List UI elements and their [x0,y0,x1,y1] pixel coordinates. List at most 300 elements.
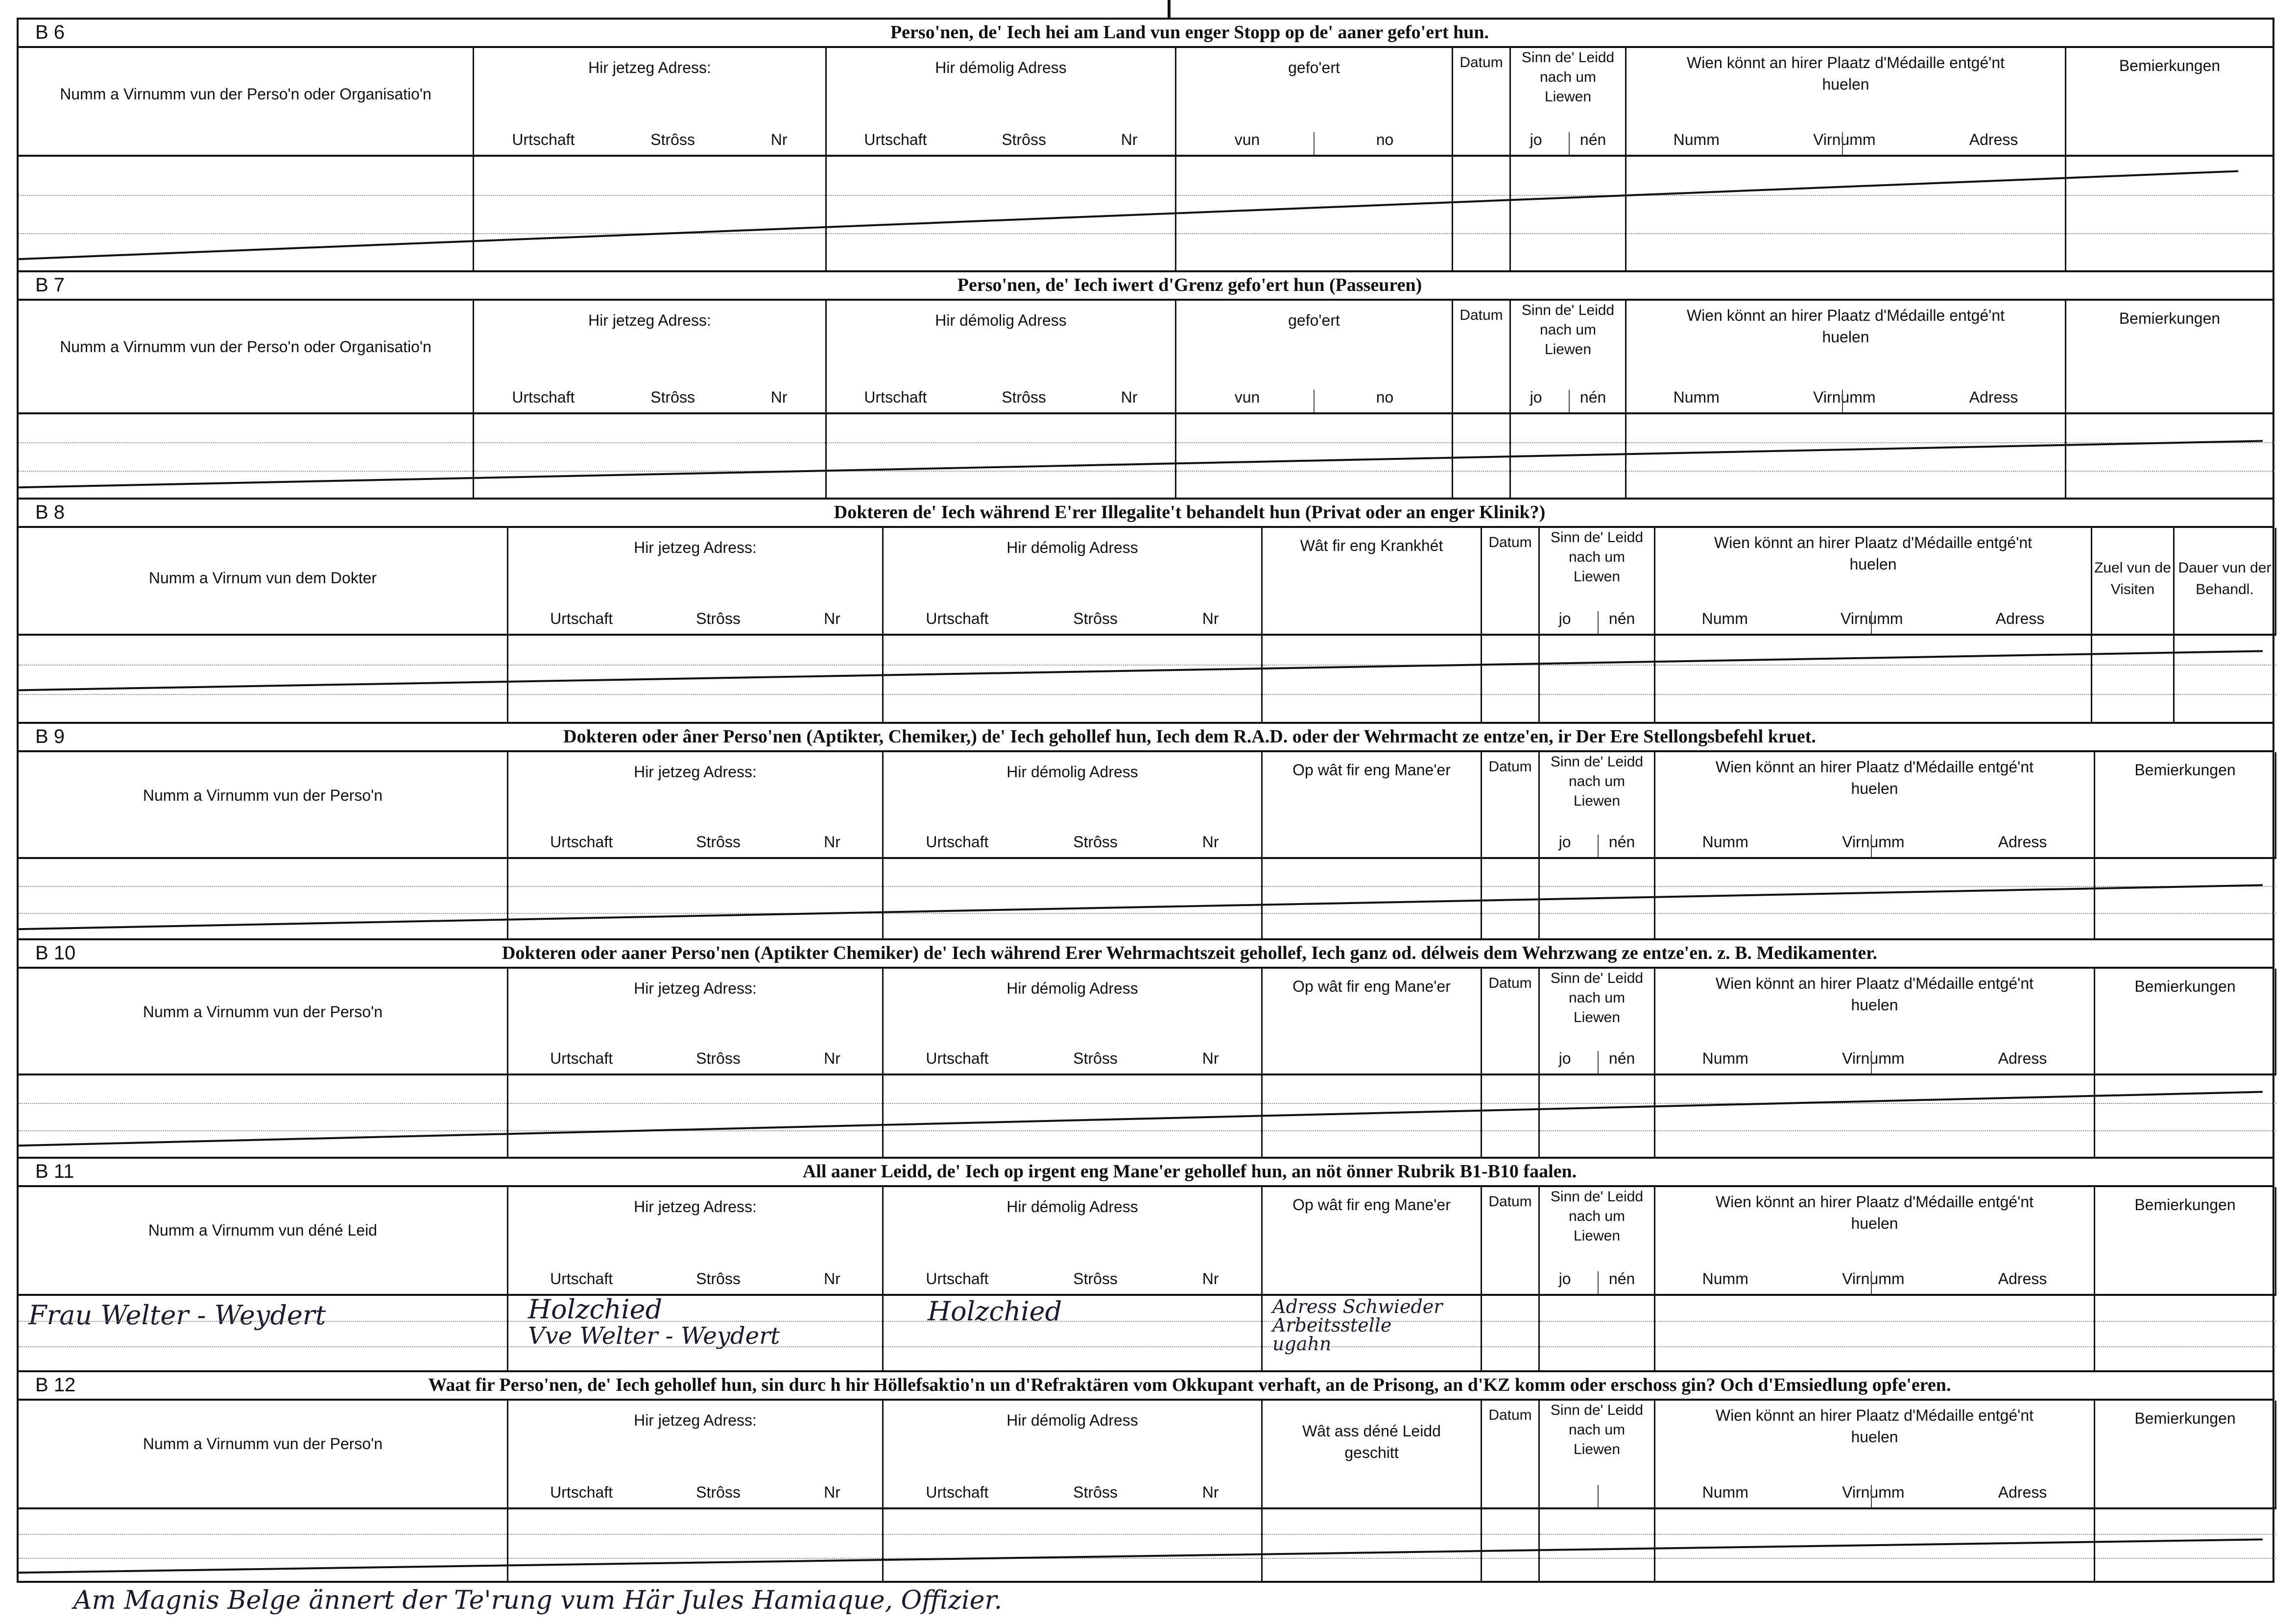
entry-cell[interactable] [1655,859,2095,940]
writing-guide-line [2095,913,2276,914]
sub-labels [884,1270,1261,1288]
writing-guide-line [19,442,473,443]
entry-cell-manner[interactable] [1263,1296,1482,1372]
entry-cell[interactable] [474,157,827,272]
col-header-remarks [2095,1401,2276,1509]
sub-divider [1598,1271,1599,1294]
sub-labels [1655,833,2094,851]
col-header-illness [1263,528,1482,636]
sub-labels [884,1050,1261,1068]
writing-guide-line [1453,471,1509,472]
writing-guide-line [2066,195,2274,196]
writing-guide-line [19,471,473,472]
writing-guide-line [1263,886,1481,887]
writing-guide-line [2095,1321,2276,1322]
writing-guide-line [1453,195,1509,196]
section-b6 [17,18,2274,270]
entry-cell-address-then[interactable] [884,1296,1263,1372]
entry-cell[interactable] [2095,859,2276,940]
entry-cell[interactable] [1511,157,1626,272]
col-header-what-happened [1263,1401,1482,1509]
sub-label-adress: Adress [1969,388,2018,406]
sub-label-adress: Adress [1998,1050,2047,1067]
entry-cell[interactable] [2175,636,2276,724]
sub-label-virnumm: Virnumm [1813,131,1876,148]
sub-label-nr: Nr [824,610,840,627]
writing-guide-line [2095,1103,2276,1104]
section-b11 [17,1157,2274,1370]
col-label: Bemierkungen [2134,1196,2236,1214]
section-header [19,20,2272,48]
col-header-name [19,301,474,414]
col-label: Bemierkungen [2134,978,2236,995]
entry-cell[interactable] [2066,414,2274,500]
col-label: Op wât fir eng Mane'er [1292,761,1451,779]
sub-divider [1598,611,1599,634]
writing-guide-line [474,233,825,234]
section-code: B 12 [35,1374,76,1396]
section-title: Dokteren oder aaner Perso'nen (Aptikter Chemiker) de' Iech während Erer Wehrmachtszeit gehollef, Iech ganz od. délweis dem Wehrzwang ze entze'en. z. B. Medikamenter. [502,943,1878,963]
sub-label-nr: Nr [770,388,788,406]
sub-label-virnumm: Virnumm [1813,388,1876,406]
sub-label-nr: Nr [1202,833,1219,851]
writing-guide-line [1482,1321,1538,1322]
section-b12 [17,1370,2274,1583]
col-label: Datum [1488,534,1532,550]
writing-guide-line [1263,1103,1481,1104]
sub-label-numm: Numm [1701,610,1748,627]
col-label: Datum [1488,975,1532,991]
entry-cell[interactable] [884,1509,1263,1583]
writing-guide-line [2175,665,2276,666]
sub-label-virnumm: Virnumm [1842,1050,1905,1067]
col-header-manner [1263,969,1482,1075]
entry-cell[interactable] [474,414,827,500]
sub-label-jo: jo [1530,388,1542,406]
sub-label-jo: jo [1558,610,1571,627]
col-header-address-then [884,1401,1263,1509]
col-label: Numm a Virnumm vun der Perso'n [143,1003,383,1021]
writing-guide-line [1655,1321,2094,1322]
col-header-remarks [2095,1187,2276,1296]
entry-cell[interactable] [884,859,1263,940]
entry-cell[interactable] [827,414,1176,500]
sub-label-nr: Nr [824,833,840,851]
writing-guide-line [1263,1534,1481,1535]
form-page [17,18,2274,1583]
sub-label-nr: Nr [824,1270,840,1288]
writing-guide-line [474,471,825,472]
writing-guide-line [1263,1321,1481,1322]
entry-cell[interactable] [508,1509,884,1583]
sub-label-nr: Nr [824,1483,840,1501]
sub-divider [1871,611,1872,634]
sub-label-numm: Numm [1702,1270,1748,1288]
writing-guide-line [1263,665,1481,666]
entry-cell[interactable] [19,157,474,272]
sub-labels [508,1483,882,1502]
section-header [19,940,2272,969]
top-registration-mark [1168,0,1171,20]
col-header-datum [1453,48,1511,157]
col-label: Hir jetzeg Adress: [588,311,711,329]
entry-cell[interactable] [1540,1075,1655,1159]
col-label: gefo'ert [1288,311,1340,329]
writing-guide-line [884,913,1261,914]
entry-cell[interactable] [1540,636,1655,724]
col-header-address-now [474,48,827,157]
sub-labels [884,610,1261,628]
entry-cell[interactable] [1482,636,1540,724]
col-label: Hir jetzeg Adress: [634,979,757,997]
col-header-name [19,1187,508,1296]
writing-guide-line [1482,1130,1538,1131]
handwritten-name: Frau Welter - Weydert [28,1300,326,1331]
col-header-address-then [827,48,1176,157]
col-label: Sinn de' Leidd nach um Liewen [1550,1189,1644,1244]
entry-cell[interactable] [2095,1075,2276,1159]
sub-labels [1511,388,1625,406]
entry-cell[interactable] [2095,1296,2276,1372]
handwritten-manner-3: ugahn [1272,1333,1332,1355]
sub-label-stross: Strôss [1002,131,1046,148]
col-header-datum [1482,528,1540,636]
col-label: Hir jetzeg Adress: [634,1198,757,1216]
sub-label-stross: Strôss [650,131,695,148]
writing-guide-line [884,1130,1261,1131]
entry-cell[interactable] [1176,414,1453,500]
sub-label-virnumm: Virnumm [1842,1483,1905,1501]
entry-cell[interactable] [1482,859,1540,940]
entry-cell[interactable] [2092,636,2175,724]
entry-cell[interactable] [19,1509,508,1583]
sub-label-urtschaft: Urtschaft [512,131,575,148]
sub-label-numm: Numm [1702,1483,1748,1501]
sub-label-nen: nén [1608,833,1635,851]
section-b8 [17,498,2274,722]
sub-label-urtschaft: Urtschaft [926,1270,989,1288]
writing-guide-line [1655,1103,2094,1104]
entry-cell[interactable] [1655,1296,2095,1372]
entry-cell-name[interactable] [19,1296,508,1372]
col-label: Numm a Virnumm vun der Perso'n oder Organisatio'n [60,85,431,103]
entry-cell[interactable] [508,859,884,940]
writing-guide-line [1176,195,1452,196]
entry-cell[interactable] [1482,1509,1540,1583]
writing-guide-line [2066,233,2274,234]
col-header-alive [1511,301,1626,414]
section-title: Waat fir Perso'nen, de' Iech gehollef hun, sin durc h hir Höllefsaktio'n un d'Refraktären vom Okkupant verhaft, an de Prisong, an d'KZ komm oder erschoss gin? Och d'Emsiedlung opfe'eren. [428,1375,1951,1395]
col-header-medal [1655,1401,2095,1509]
col-label: Datum [1459,54,1503,71]
handwritten-manner-2: Arbeitsstelle [1272,1314,1392,1336]
sub-label-urtschaft: Urtschaft [550,833,613,851]
writing-guide-line [1453,442,1509,443]
sub-label-stross: Strôss [1073,833,1118,851]
writing-guide-line [884,694,1261,695]
writing-guide-line [1176,233,1452,234]
col-header-medal [1626,301,2066,414]
col-label: Hir démolig Adress [935,59,1067,76]
sub-label-urtschaft: Urtschaft [926,1050,989,1067]
writing-guide-line [2092,665,2173,666]
sub-divider [1314,390,1315,412]
writing-guide-line [1482,913,1538,914]
entry-cell[interactable] [19,414,474,500]
writing-guide-line [1655,1346,2094,1347]
col-label: Bemierkungen [2134,761,2236,779]
handwritten-manner-1: Adress Schwieder [1272,1296,1443,1317]
col-header-alive [1540,969,1655,1075]
sub-divider [1871,1051,1872,1073]
sub-labels [1655,1050,2094,1068]
col-label: Numm a Virnumm vun der Perso'n oder Organisatio'n [60,338,431,356]
writing-guide-line [1655,1130,2094,1131]
sub-label-nr: Nr [1202,1483,1219,1501]
col-label: Datum [1488,1193,1532,1210]
sub-label-stross: Strôss [696,1483,741,1501]
section-title: All aaner Leidd, de' Iech op irgent eng Mane'er gehollef hun, an nöt önner Rubrik B1-B10 faalen. [802,1161,1577,1182]
sub-labels [1655,610,2091,628]
entry-cell[interactable] [1263,1075,1482,1159]
sub-label-nen: nén [1579,131,1606,148]
entry-cell[interactable] [1655,636,2092,724]
writing-guide-line [2066,471,2274,472]
sub-label-nr: Nr [824,1050,840,1067]
writing-guide-line [508,1558,882,1559]
section-code: B 6 [35,22,65,43]
writing-guide-line [508,1321,882,1322]
entry-cell[interactable] [1263,859,1482,940]
entry-cell[interactable] [1540,1509,1655,1583]
col-label: Hir démolig Adress [1006,1198,1138,1216]
sub-label-nr: Nr [1202,1050,1219,1067]
col-label: Hir démolig Adress [1006,1411,1138,1429]
sub-label-stross: Strôss [696,1270,741,1288]
entry-cell[interactable] [1655,1075,2095,1159]
col-header-gefoert [1176,301,1453,414]
entry-cell[interactable] [1626,414,2066,500]
col-label: Numm a Virnumm vun der Perso'n [143,787,383,804]
entry-cell[interactable] [1453,414,1511,500]
col-header-manner [1263,1187,1482,1296]
col-label: gefo'ert [1288,59,1340,76]
entry-cell[interactable] [884,636,1263,724]
sub-label-jo: jo [1558,1050,1571,1067]
col-label: Datum [1488,1407,1532,1423]
entry-cell[interactable] [1655,1509,2095,1583]
sub-label-numm: Numm [1702,833,1748,851]
sub-divider [1842,390,1843,412]
entry-cell[interactable] [508,636,884,724]
writing-guide-line [508,886,882,887]
sub-divider [1569,132,1570,155]
col-label: Wien könnt an hirer Plaatz d'Médaille entgé'nt huelen [1715,975,2034,1014]
section-code: B 9 [35,726,65,747]
sub-labels [1540,833,1654,851]
sub-labels [1540,610,1654,628]
entry-cell[interactable] [1540,1296,1655,1372]
entry-cell[interactable] [1540,859,1655,940]
sub-label-stross: Strôss [696,1050,741,1067]
sub-label-numm: Numm [1673,388,1720,406]
writing-guide-line [1482,1346,1538,1347]
entry-cell[interactable] [1263,1509,1482,1583]
writing-guide-line [508,1346,882,1347]
col-header-alive [1540,1401,1655,1509]
col-header-medal [1655,752,2095,859]
writing-guide-line [1540,1103,1654,1104]
col-label: Hir jetzeg Adress: [634,539,757,556]
writing-guide-line [1626,442,2065,443]
sub-labels [827,388,1175,406]
section-title: Dokteren oder âner Perso'nen (Aptikter, Chemiker,) de' Iech gehollef hun, Iech dem R.A.D. oder der Wehrmacht ze entze'en, ir Der Ere Stellongsbefehl kruet. [563,726,1816,747]
col-label: Dauer vun der Behandl. [2178,560,2272,597]
entry-cell[interactable] [19,859,508,940]
sub-labels [884,1483,1261,1502]
writing-guide-line [1511,471,1625,472]
handwritten-address-now-2: Vve Welter - Weydert [528,1322,780,1350]
sub-divider [1598,835,1599,857]
entry-cell[interactable] [1482,1296,1540,1372]
col-header-address-then [884,969,1263,1075]
sub-label-nen: nén [1608,1270,1635,1288]
sub-label-stross: Strôss [1002,388,1046,406]
col-header-alive [1540,528,1655,636]
writing-guide-line [884,665,1261,666]
entry-cell[interactable] [508,1075,884,1159]
writing-guide-line [1540,665,1654,666]
writing-guide-line [2175,694,2276,695]
sub-labels [508,1050,882,1068]
writing-guide-line [19,1130,507,1131]
writing-guide-line [508,665,882,666]
writing-guide-line [1176,471,1452,472]
sub-label-urtschaft: Urtschaft [550,1483,613,1501]
sub-label-stross: Strôss [1073,1050,1118,1067]
entry-cell[interactable] [2066,157,2274,272]
entry-cell[interactable] [1453,157,1511,272]
writing-guide-line [19,1534,507,1535]
col-header-duration [2175,528,2276,636]
section-code: B 10 [35,942,76,964]
sub-divider [1842,132,1843,155]
col-header-address-then [884,1187,1263,1296]
sub-label-urtschaft: Urtschaft [550,1050,613,1067]
entry-cell-address-now[interactable] [508,1296,884,1372]
sub-divider [1871,1271,1872,1294]
writing-guide-line [1263,694,1481,695]
sub-label-no: no [1376,131,1394,148]
col-label: Zuel vun de Visiten [2094,560,2171,597]
writing-guide-line [884,886,1261,887]
writing-guide-line [1540,694,1654,695]
col-header-address-then [884,752,1263,859]
sub-divider [1598,1485,1599,1507]
col-label: Datum [1488,759,1532,775]
sub-label-urtschaft: Urtschaft [550,610,613,627]
writing-guide-line [19,1558,507,1559]
writing-guide-line [1263,913,1481,914]
col-header-medal [1655,528,2092,636]
entry-cell[interactable] [884,1075,1263,1159]
sub-labels [1655,1483,2094,1502]
col-label: Hir démolig Adress [1006,539,1138,556]
writing-guide-line [2092,694,2173,695]
entry-cell[interactable] [1511,414,1626,500]
sub-labels [827,131,1175,149]
writing-guide-line [1655,1558,2094,1559]
writing-guide-line [19,913,507,914]
writing-guide-line [19,1103,507,1104]
writing-guide-line [2095,1130,2276,1131]
col-header-medal [1655,969,2095,1075]
col-header-remarks [2095,752,2276,859]
sub-labels [1540,1270,1654,1288]
col-header-address-now [508,528,884,636]
col-label: Bemierkungen [2119,57,2221,74]
col-header-alive [1540,752,1655,859]
writing-guide-line [827,471,1175,472]
writing-guide-line [884,1534,1261,1535]
entry-cell[interactable] [1176,157,1453,272]
sub-label-urtschaft: Urtschaft [926,1483,989,1501]
writing-guide-line [19,233,473,234]
handwritten-footer-note: Am Magnis Belge ännert der Te'rung vum Här Jules Hamiaque, Offizier. [73,1586,1003,1615]
col-header-name [19,1401,508,1509]
col-header-manner [1263,752,1482,859]
writing-guide-line [1626,233,2065,234]
sub-label-adress: Adress [1998,1483,2047,1501]
writing-guide-line [19,694,507,695]
col-header-datum [1453,301,1511,414]
col-label: Hir jetzeg Adress: [588,59,711,76]
writing-guide-line [1655,665,2091,666]
entry-cell[interactable] [19,1075,508,1159]
col-header-visits [2092,528,2175,636]
col-header-datum [1482,1401,1540,1509]
entry-cell[interactable] [19,636,508,724]
entry-cell[interactable] [1626,157,2066,272]
entry-cell[interactable] [1482,1075,1540,1159]
entry-cell[interactable] [827,157,1176,272]
writing-guide-line [474,442,825,443]
sub-divider [1569,390,1570,412]
col-header-alive [1540,1187,1655,1296]
sub-label-nen: nén [1608,1050,1635,1067]
writing-guide-line [2066,442,2274,443]
writing-guide-line [1482,886,1538,887]
writing-guide-line [2095,1558,2276,1559]
writing-guide-line [1263,1558,1481,1559]
writing-guide-line [1655,694,2091,695]
writing-guide-line [1263,1130,1481,1131]
entry-cell[interactable] [2095,1509,2276,1583]
writing-guide-line [1540,1130,1654,1131]
col-header-datum [1482,752,1540,859]
col-label: Wien könnt an hirer Plaatz d'Médaille entgé'nt huelen [1686,307,2005,346]
col-label: Sinn de' Leidd nach um Liewen [1521,49,1615,105]
col-label: Numm a Virnumm vun déné Leid [148,1221,378,1239]
entry-cell[interactable] [1263,636,1482,724]
sub-label-numm: Numm [1702,1050,1748,1067]
section-b7 [17,270,2274,498]
section-code: B 8 [35,501,65,523]
writing-guide-line [1511,195,1625,196]
col-header-name [19,752,508,859]
col-label: Hir jetzeg Adress: [634,763,757,781]
sub-label-stross: Strôss [650,388,695,406]
